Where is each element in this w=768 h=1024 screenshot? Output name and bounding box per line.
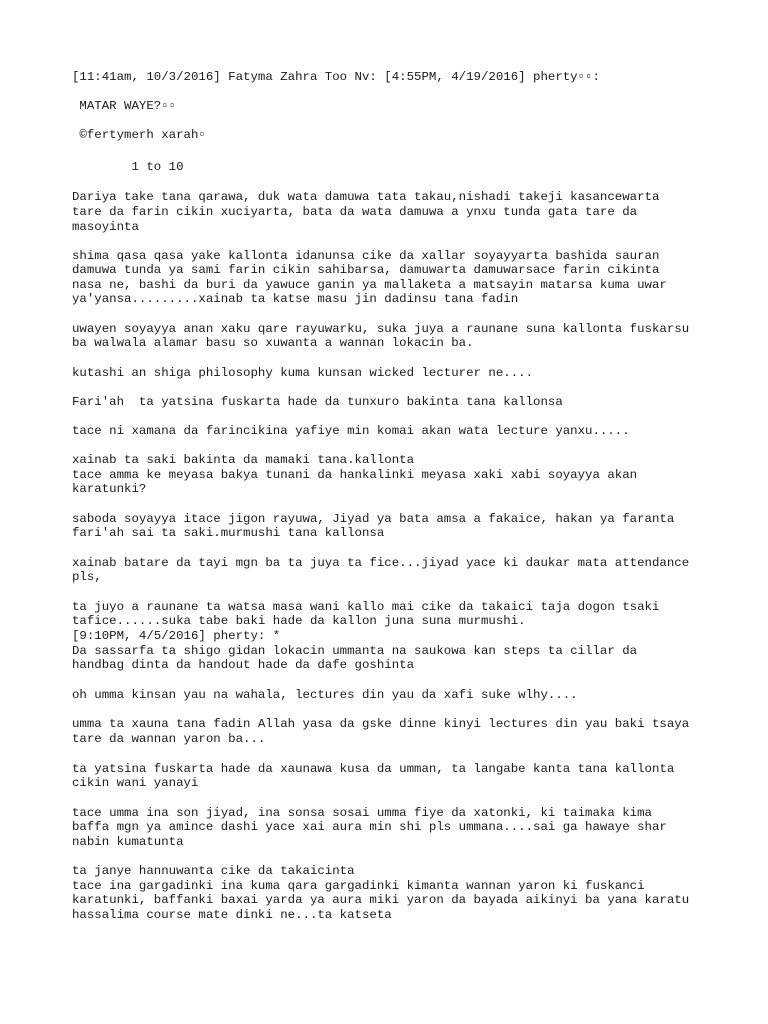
text-line: Da sassarfa ta shigo gidan lokacin ummanta na saukowa kan steps ta cillar da (72, 644, 638, 658)
text-line: fari'ah sai ta saki.murmushi tana kallonsa (72, 526, 385, 540)
text-line: Fari'ah ta yatsina fuskarta hade da tunxuro bakinta tana kallonsa (72, 395, 563, 409)
text-line: tace ni xamana da farincikina yafiye min komai akan wata lecture yanxu..... (72, 424, 630, 438)
text-line: hassalima course mate dinki ne...ta katseta (72, 908, 392, 922)
author-credit: ©fertymerh xarah▫ (72, 128, 206, 142)
text-line: ta juyo a raunane ta watsa masa wani kallo mai cike da takaici taja dogon tsaki (72, 600, 660, 614)
text-line: uwayen soyayya anan xaku qare rayuwarku, suka juya a raunane suna kallonta fuskarsu (72, 322, 690, 336)
text-line: ba walwala alamar basu so xuwanta a wannan lokacin ba. (72, 336, 474, 350)
text-line: tace amma ke meyasa bakya tunani da hankalinki meyasa xaki xabi soyayya akan (72, 468, 638, 482)
text-line: xainab ta saki bakinta da mamaki tana.kallonta (72, 453, 415, 467)
text-line: ya'yansa.........xainab ta katse masu jin dadinsu tana fadin (72, 292, 519, 306)
text-line: shima qasa qasa yake kallonta idanunsa cike da xallar soyayyarta bashida sauran (72, 249, 660, 263)
text-line: nasa ne, bashi da buri da yawuce ganin ya mallaketa a matsayin matarsa kuma uwar (72, 278, 667, 292)
text-line: baffa mgn ya amince dashi yace xai aura min shi pls ummana....sai ga hawaye shar (72, 820, 667, 834)
text-line: kutashi an shiga philosophy kuma kunsan wicked lecturer ne.... (72, 366, 534, 380)
text-line: nabin kumatunta (72, 835, 184, 849)
text-line: tace umma ina son jiyad, ina sonsa sosai umma fiye da xatonki, ki taimaka kima (72, 806, 652, 820)
text-line: oh umma kinsan yau na wahala, lectures din yau da xafi suke wlhy.... (72, 688, 578, 702)
text-line: pls, (72, 570, 102, 584)
chapter-range: 1 to 10 (72, 160, 184, 174)
story-title: MATAR WAYE?▫▫ (72, 99, 177, 113)
text-line: handbag dinta da handout hade da dafe goshinta (72, 658, 415, 672)
text-line: tafice......suka tabe baki hade da kallon juna suna murmushi. (72, 614, 526, 628)
text-line: tare da wannan yaron ba... (72, 732, 266, 746)
text-line: damuwa tunda ya sami farin cikin sahibarsa, damuwarta damuwarsace farin cikinta (72, 263, 660, 277)
text-line: xainab batare da tayi mgn ba ta juya ta fice...jiyad yace ki daukar mata attendance (72, 556, 690, 570)
text-line: karatunki? (72, 482, 147, 496)
text-line: ta yatsina fuskarta hade da xaunawa kusa da umman, ta langabe kanta tana kallonta (72, 762, 675, 776)
chat-timestamp-line: [9:10PM, 4/5/2016] pherty: * (72, 629, 281, 643)
text-line: karatunki, baffanki baxai yarda ya aura miki yaron da bayada aikinyi ba yana karatu (72, 893, 690, 907)
text-line: Dariya take tana qarawa, duk wata damuwa tata takau,nishadi takeji kasancewarta (72, 190, 660, 204)
chat-header-line: [11:41am, 10/3/2016] Fatyma Zahra Too Nv: [4:55PM, 4/19/2016] pherty▫▫: (72, 70, 600, 84)
text-line: masoyinta (72, 220, 139, 234)
text-line: tare da farin cikin xuciyarta, bata da wata damuwa a ynxu tunda gata tare da (72, 205, 638, 219)
text-line: saboda soyayya itace jigon rayuwa, Jiyad ya bata amsa a fakaice, hakan ya faranta (72, 512, 675, 526)
text-line: umma ta xauna tana fadin Allah yasa da gske dinne kinyi lectures din yau baki tsaya (72, 717, 690, 731)
text-line: ta janye hannuwanta cike da takaicinta (72, 864, 355, 878)
text-line: tace ina gargadinki ina kuma qara gargadinki kimanta wannan yaron ki fuskanci (72, 879, 645, 893)
text-line: cikin wani yanayi (72, 776, 199, 790)
